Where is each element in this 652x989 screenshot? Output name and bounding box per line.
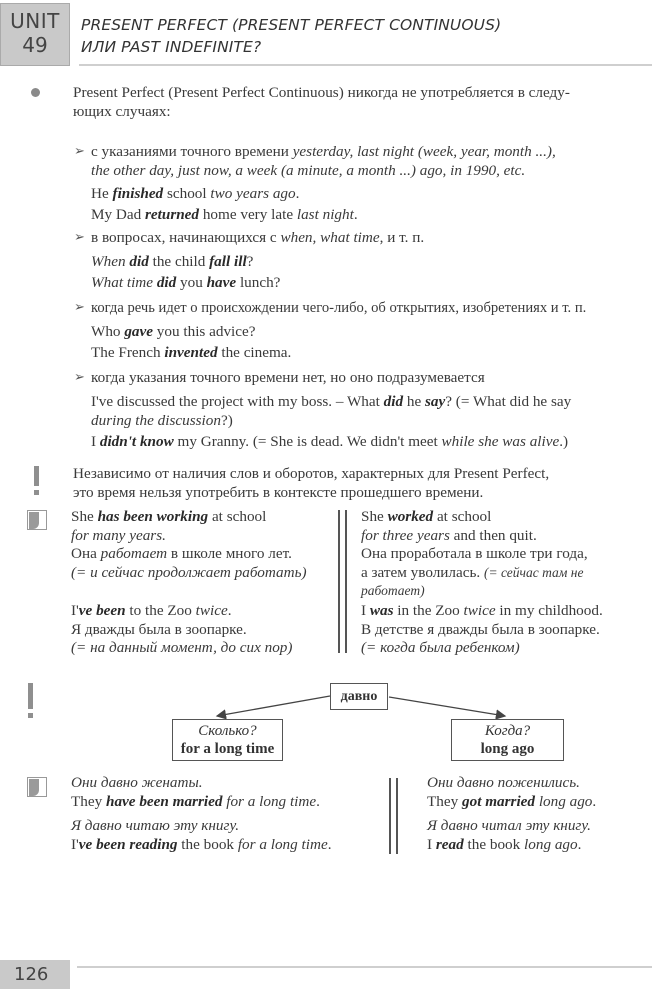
arrow-bullet-icon: ➢: [74, 300, 85, 315]
arrow-bullet-icon: ➢: [74, 370, 85, 385]
diagram-right-box: [451, 719, 564, 761]
comparison-1-right-2: I was in the Zoo twice in my childhood. В детстве я дважды была в зоопарке. (= когда была ребенком): [361, 602, 603, 656]
comparison-2-left-1: Они давно женаты. They have been married for a long time.: [71, 774, 320, 810]
arrow-bullet-icon: ➢: [74, 230, 85, 245]
example-1-1: He finished school two years ago.: [91, 185, 300, 202]
rule-4: когда указания точного времени нет, но оно подразумевается: [91, 369, 485, 386]
example-3-1: Who gave you this advice?: [91, 323, 256, 340]
rule-1-italic-2: the other day, just now, a week (a minute, a month ...) ago, in 1990, etc.: [91, 161, 526, 179]
example-icon: [27, 777, 47, 797]
example-2-1: When did the child fall ill?: [91, 253, 254, 270]
right-question: Когда?: [484, 723, 531, 739]
intro-line-2: ющих случаях:: [73, 102, 171, 120]
unit-number: 49: [22, 33, 48, 57]
footer-divider: [77, 966, 652, 968]
example-4-2: I didn't know my Granny. (= She is dead. We didn't meet while she was alive.): [91, 433, 569, 450]
left-question: Сколько?: [198, 723, 257, 739]
note-text: Независимо от наличия слов и оборотов, характерных для Present Perfect, это время нельзя употребить в контексте прошедшего времени.: [73, 465, 550, 501]
comparison-2-right-2: Я давно читал эту книгу. I read the book long ago.: [427, 817, 591, 853]
diagram-center-box: давно: [330, 683, 388, 710]
example-3-2: The French invented the cinema.: [91, 344, 292, 361]
comparison-1-right-1: She worked at school for three years and then quit. Она проработала в школе три года, а затем уволилась. (= сейчас там не работает): [361, 508, 588, 598]
comparison-2-left-2: Я давно читаю эту книгу. I've been reading the book for a long time.: [71, 817, 332, 853]
page-number: 126: [0, 960, 70, 989]
title-line-2: ИЛИ PAST INDEFINITE?: [81, 38, 262, 56]
intro-line-1: Present Perfect (Present Perfect Continuous) никогда не употребляется в следу-: [73, 84, 570, 101]
column-divider: [396, 778, 398, 854]
right-answer: long ago: [480, 741, 535, 757]
comparison-2-right-1: Они давно поженились. They got married long ago.: [427, 774, 597, 810]
example-4-1: I've discussed the project with my boss. – What did he say? (= What did he say during the discussion?): [91, 393, 572, 429]
rule-3: когда речь идет о происхождении чего-либо, об открытиях, изобретениях и т. п.: [91, 300, 587, 316]
example-2-2: What time did you have lunch?: [91, 274, 281, 291]
rule-2: в вопросах, начинающихся с when, what time, и т. п.: [91, 229, 425, 246]
arrow-bullet-icon: ➢: [74, 144, 85, 159]
rule-1-italic: yesterday, last night (week, year, month ...),: [292, 143, 556, 160]
column-divider: [389, 778, 391, 854]
left-answer: for a long time: [180, 741, 275, 757]
diagram-left-box: [172, 719, 283, 761]
title-line-1: PRESENT PERFECT (PRESENT PERFECT CONTINUOUS): [81, 16, 502, 34]
comparison-1-left-1: She has been working at school for many years. Она работает в школе много лет. (= и сейчас продолжает работать): [71, 508, 307, 581]
unit-label: UNIT: [10, 9, 60, 33]
rule-1-text: с указаниями точного времени: [91, 143, 293, 160]
comparison-1-left-2: I've been to the Zoo twice. Я дважды была в зоопарке. (= на данный момент, до сих пор): [71, 602, 293, 656]
example-1-2: My Dad returned home very late last night.: [91, 206, 358, 223]
